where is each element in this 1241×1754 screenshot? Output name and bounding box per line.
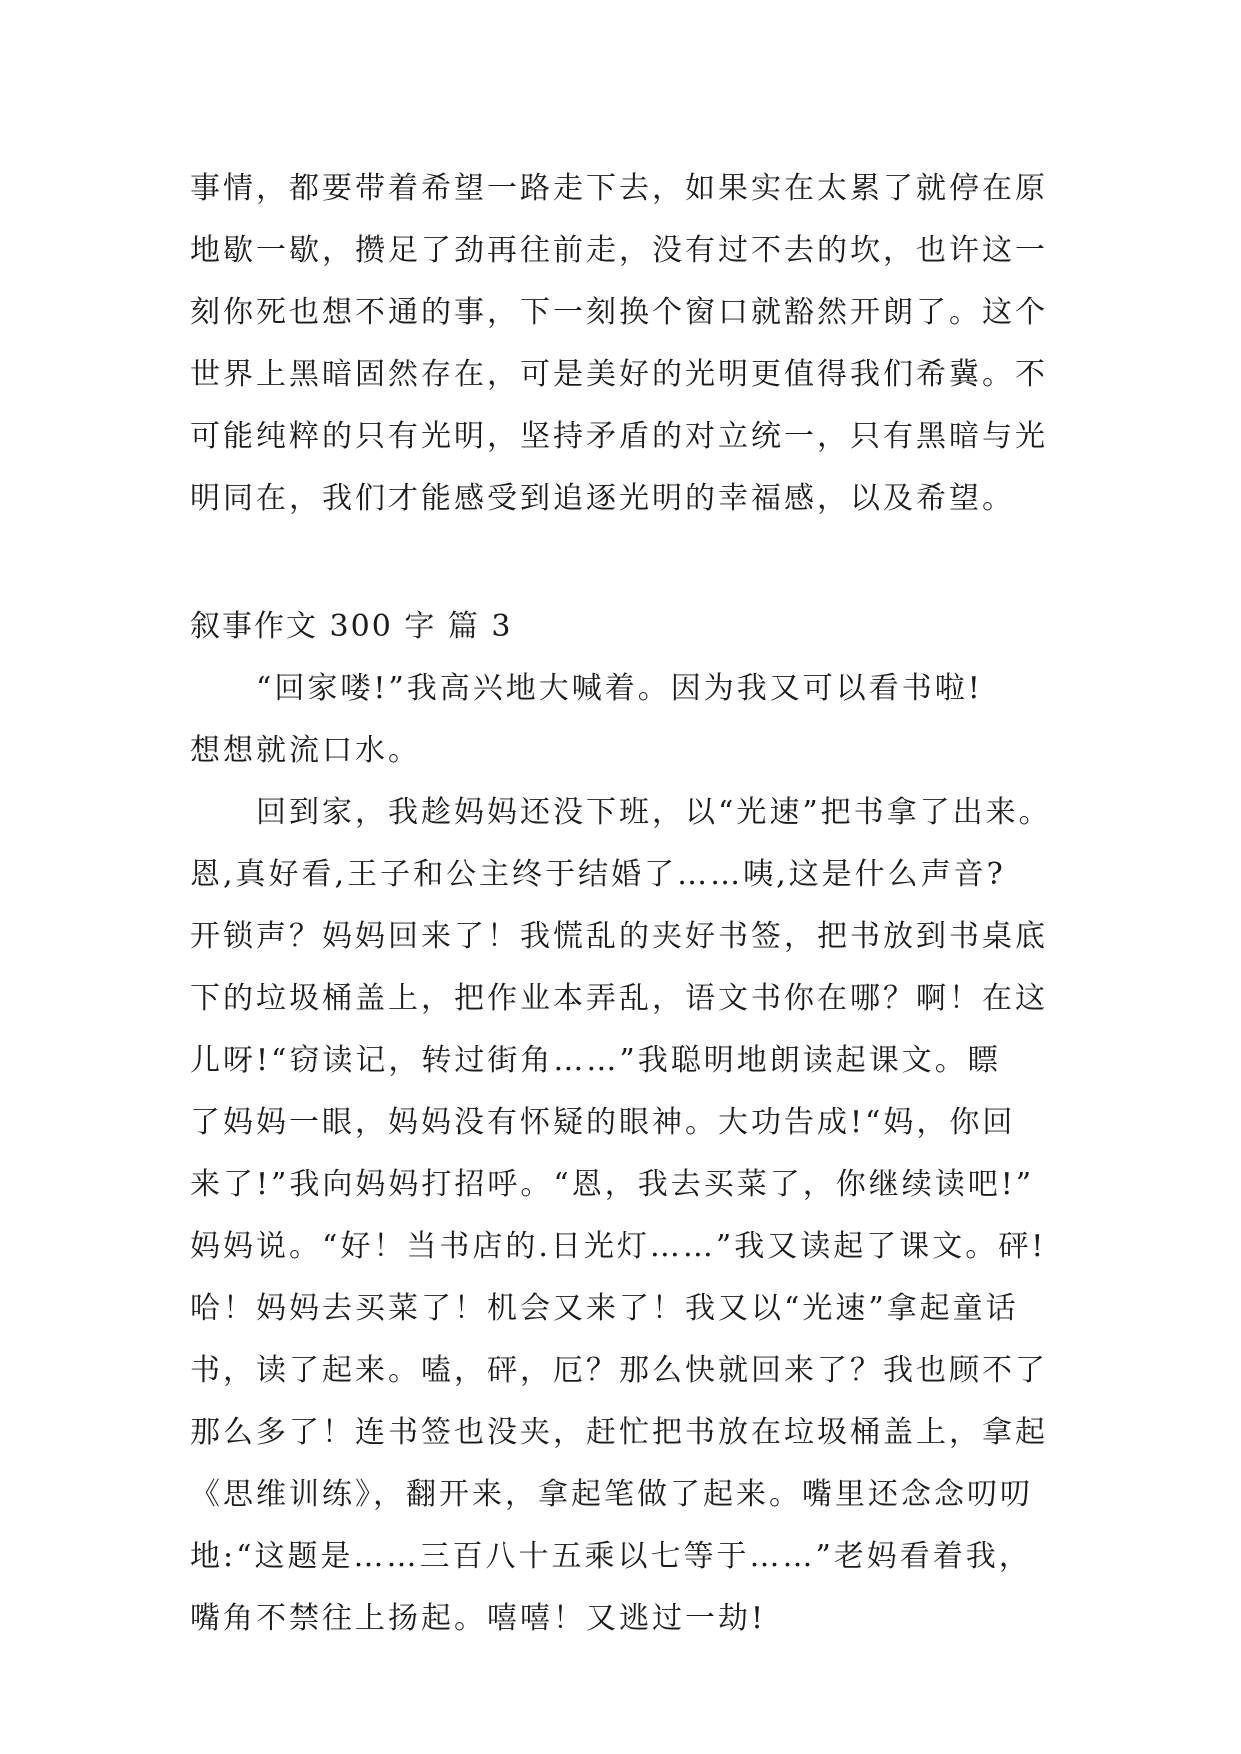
section-spacer: [190, 530, 1050, 596]
paragraph-line: 哈！妈妈去买菜了！机会又来了！我又以“光速”拿起童话: [190, 1291, 1019, 1326]
paragraph-line: 妈妈说。“好！当书店的.日光灯……”我又读起了课文。砰!: [190, 1229, 1047, 1264]
paragraph-line: 地:“这题是……三百八十五乘以七等于……”老妈看着我，: [190, 1539, 1032, 1574]
intro-paragraph: [190, 158, 1050, 530]
paragraph-line: 世界上黑暗固然存在，可是美好的光明更值得我们希冀。不: [190, 357, 1048, 392]
paragraph-line: 《思维训练》，翻开来，拿起笔做了起来。嘴里还念念叨叨: [190, 1477, 1033, 1512]
paragraph-line: 刻你死也想不通的事，下一刻换个窗口就豁然开朗了。这个: [190, 295, 1048, 330]
paragraph-line: 可能纯粹的只有光明，坚持矛盾的对立统一，只有黑暗与光: [190, 419, 1048, 454]
document-body: [190, 158, 1050, 1650]
paragraph-line: 下的垃圾桶盖上，把作业本弄乱，语文书你在哪？啊！在这: [190, 981, 1048, 1016]
paragraph-line: 事情，都要带着希望一路走下去，如果实在太累了就停在原: [190, 171, 1048, 206]
paragraph-line: 那么多了！连书签也没夹，赶忙把书放在垃圾桶盖上，拿起: [190, 1415, 1048, 1450]
paragraph-line: 开锁声？妈妈回来了！我慌乱的夹好书签，把书放到书桌底: [190, 919, 1048, 954]
paragraph-line: 了妈妈一眼，妈妈没有怀疑的眼神。大功告成!“妈，你回: [190, 1105, 1016, 1140]
paragraph-line: 儿呀!“窃读记，转过街角……”我聪明地朗读起课文。瞟: [190, 1043, 1001, 1078]
paragraph-line: 来了!”我向妈妈打招呼。“恩，我去买菜了，你继续读吧!”: [190, 1167, 1035, 1202]
paragraph-line: 书，读了起来。嗑，砰，厄？那么快就回来了？我也顾不了: [190, 1353, 1048, 1388]
paragraph-line: 想想就流口水。: [190, 733, 421, 768]
paragraph-line: 恩,真好看,王子和公主终于结婚了……咦,这是什么声音?: [190, 857, 1006, 892]
paragraph-line: 嘴角不禁往上扬起。嘻嘻！又逃过一劫!: [190, 1601, 767, 1636]
paragraph-2: [190, 782, 1050, 1650]
paragraph-line: “回家喽!”我高兴地大喊着。因为我又可以看书啦!: [256, 671, 983, 706]
paragraph-1: [190, 658, 1050, 782]
paragraph-line: 回到家，我趁妈妈还没下班，以“光速”把书拿了出来。: [256, 795, 1052, 830]
paragraph-line: 地歇一歇，攒足了劲再往前走，没有过不去的坎，也许这一: [190, 233, 1048, 268]
paragraph-line: 明同在，我们才能感受到追逐光明的幸福感，以及希望。: [190, 481, 1015, 516]
section-title: 叙事作文 300 字 篇 3: [190, 609, 513, 644]
